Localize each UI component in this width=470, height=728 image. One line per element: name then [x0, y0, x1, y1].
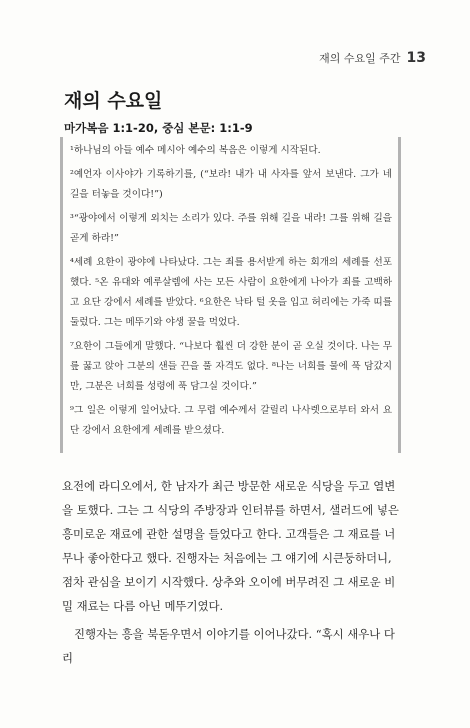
scripture-passage: [60, 137, 401, 453]
body-text: [62, 474, 402, 670]
page-number: 13: [406, 50, 426, 66]
running-header: [319, 50, 426, 66]
section-title: 재의 수요일 주간: [319, 52, 401, 65]
chapter-title: 재의 수요일: [64, 90, 163, 112]
scripture-reference: 마가복음 1:1-20, 중심 본문: 1:1-9: [64, 121, 253, 135]
paragraph-2: 진행자는 흥을 북돋우면서 이야기를 이어나갔다. “혹시 새우나 다리: [62, 627, 395, 665]
verse-4-6: ⁴세례 요한이 광야에 나타났다. 그는 죄를 용서받게 하는 회개의 세례를 선포했다. ⁵온 유대와 예루살렘에 사는 모든 사람이 요한에게 나아가 죄를 고백하고 요단 강에서 세례를 받았다. ⁶요한은 낙타 털 옷을 입고 허리에는 가죽 띠를 둘렀다. 그는 메뚜기와 야생 꿀을 먹었다.: [70, 257, 392, 328]
verse-2: ²예언자 이사야가 기록하기를, (“보라! 내가 내 사자를 앞서 보낸다. 그가 네 길을 터놓을 것이다!”): [70, 169, 392, 200]
verse-7-8: ⁷요한이 그들에게 말했다. “나보다 훨씬 더 강한 분이 곧 오실 것이다. 나는 무릎 꿇고 앉아 그분의 샌들 끈을 풀 자격도 없다. ⁸나는 너희를 물에 푹 담갔지만, 그분은 너희를 성령에 푹 담그실 것이다.”: [70, 341, 392, 392]
verse-1: ¹하나님의 아들 예수 메시아 예수의 복음은 이렇게 시작된다.: [70, 145, 321, 156]
verse-9: ⁹그 일은 이렇게 일어났다. 그 무렵 예수께서 갈릴리 나사렛으로부터 와서 요단 강에서 요한에게 세례를 받으셨다.: [70, 405, 392, 436]
verse-3: ³“광야에서 이렇게 외치는 소리가 있다. 주를 위해 길을 내라! 그를 위해 길을 곧게 하라!”: [70, 213, 392, 244]
paragraph-1: 요전에 라디오에서, 한 남자가 최근 방문한 새로운 식당을 두고 열변을 토했다. 그는 그 식당의 주방장과 인터뷰를 하면서, 샐러드에 넣은 흥미로운 재료에 관한 설명을 들었다고 한다. 고객들은 그 재료를 너무나 좋아한다고 했다. 진행자는 처음에는 그 얘기에 시큰둥하더니, 점차 관심을 보이기 시작했다. 상추와 오이에 버무려진 그 새로운 비밀 재료는 다름 아닌 메뚜기였다.: [62, 479, 399, 613]
